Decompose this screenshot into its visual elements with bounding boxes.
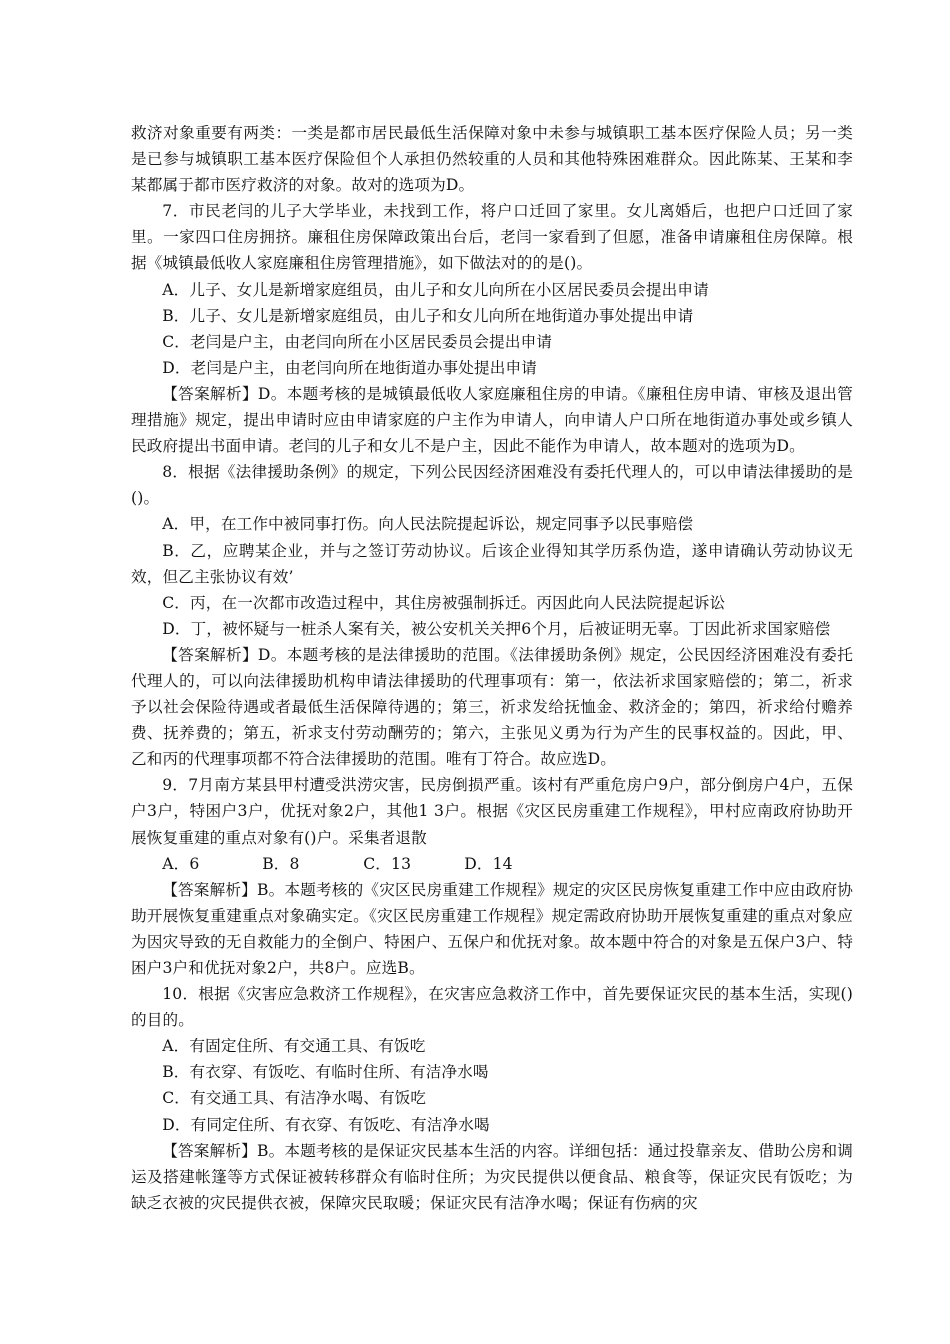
- question-9-stem: 9．7月南方某县甲村遭受洪涝灾害，民房倒损严重。该村有严重危房户9户，部分倒房户4户，五保户3户，特困户3户，优抚对象2户，其他1 3户。根据《灾区民房重建工作规程》，甲村应南政府协助开展恢复重建的重点对象有()户。采集者退散: [131, 776, 853, 847]
- question-7-stem: 7．市民老闫的儿子大学毕业，未找到工作，将户口迁回了家里。女儿离婚后，也把户口迁回了家里。一家四口住房拥挤。廉租住房保障政策出台后，老闫一家看到了但愿，准备申请廉租住房保障。根据《城镇最低收人家庭廉租住房管理措施》，如下做法对的的是()。: [131, 202, 853, 273]
- question-9: [131, 772, 853, 981]
- question-9-options: [131, 851, 853, 877]
- question-8: [131, 459, 853, 772]
- question-10-option-c: C．有交通工具、有洁净水喝、有饭吃: [162, 1089, 427, 1108]
- question-10-stem: 10．根据《灾害应急救济工作规程》，在灾害应急救济工作中，首先要保证灾民的基本生活，实现()的目的。: [131, 985, 853, 1030]
- question-10-option-b: B．有衣穿、有饭吃、有临时住所、有洁净水喝: [162, 1063, 489, 1082]
- intro-paragraph: 救济对象重要有两类：一类是都市居民最低生活保障对象中未参与城镇职工基本医疗保险人员；另一类是已参与城镇职工基本医疗保险但个人承担仍然较重的人员和其他特殊困难群众。因此陈某、王某和李某都属于都市医疗救济的对象。故对的选项为D。: [131, 124, 853, 195]
- question-9-answer: 【答案解析】B。本题考核的《灾区民房重建工作规程》规定的灾区民房恢复重建工作中应由政府协助开展恢复重建重点对象确实定。《灾区民房重建工作规程》规定需政府协助开展恢复重建的重点对象应为因灾导致的无自救能力的全倒户、特困户、五保户和优抚对象。故本题中符合的对象是五保户3户、特困户3户和优抚对象2户，共8户。应选B。: [131, 880, 853, 977]
- question-9-option-d: D．14: [464, 854, 513, 873]
- question-8-option-c: C．丙，在一次都市改造过程中，其住房被强制拆迁。丙因此向人民法院提起诉讼: [162, 593, 726, 612]
- question-7-option-d: D．老闫是户主，由老闫向所在地街道办事处提出申请: [162, 358, 537, 377]
- question-10-option-a: A．有固定住所、有交通工具、有饭吃: [162, 1037, 426, 1056]
- question-7-option-c: C．老闫是户主，由老闫向所在小区居民委员会提出申请: [162, 332, 553, 351]
- question-8-stem: 8．根据《法律援助条例》的规定，下列公民因经济困难没有委托代理人的，可以申请法律援助的是()。: [131, 463, 853, 508]
- question-10-option-d: D．有同定住所、有衣穿、有饭吃、有洁净水喝: [162, 1115, 490, 1134]
- question-9-option-b: B．8: [262, 854, 300, 873]
- question-8-option-d: D．丁，被怀疑与一桩杀人案有关，被公安机关关押6个月，后被证明无辜。丁因此祈求国家赔偿: [162, 619, 831, 638]
- question-10-answer: 【答案解析】B。本题考核的是保证灾民基本生活的内容。详细包括：通过投靠亲友、借助公房和调运及搭建帐篷等方式保证被转移群众有临时住所；为灾民提供以便食品、粮食等，保证灾民有饭吃；为缺乏衣被的灾民提供衣被，保障灾民取暖；保证灾民有洁净水喝；保证有伤病的灾: [131, 1141, 853, 1212]
- question-7-option-a: A．儿子、女儿是新增家庭组员，由儿子和女儿向所在小区居民委员会提出申请: [162, 280, 709, 299]
- question-7: [131, 198, 853, 459]
- question-7-option-b: B．儿子、女儿是新增家庭组员，由儿子和女儿向所在地街道办事处提出申请: [162, 306, 694, 325]
- question-9-option-c: C．13: [363, 854, 412, 873]
- question-7-answer: 【答案解析】D。本题考核的是城镇最低收人家庭廉租住房的申请。《廉租住房申请、审核及退出管理措施》规定，提出申请时应由申请家庭的户主作为申请人，向申请人户口所在地街道办事处或乡镇人民政府提出书面申请。老闫的儿子和女儿不是户主，因此不能作为申请人，故本题对的选项为D。: [131, 384, 853, 456]
- document-body: [131, 120, 853, 1216]
- question-8-option-a: A．甲，在工作中被同事打伤。向人民法院提起诉讼，规定同事予以民事赔偿: [162, 515, 694, 534]
- question-9-option-a: A．6: [162, 854, 200, 873]
- question-10: [131, 981, 853, 1216]
- question-8-answer: 【答案解析】D。本题考核的是法律援助的范围。《法律援助条例》规定，公民因经济困难没有委托代理人的，可以向法律援助机构申请法律援助的代理事项有：第一，依法祈求国家赔偿的；第二，祈求予以社会保险待遇或者最低生活保障待遇的；第三，祈求发给抚恤金、救济金的；第四，祈求给付赡养费、抚养费的；第五，祈求支付劳动酬劳的；第六，主张见义勇为行为产生的民事权益的。因此，甲、乙和丙的代理事项都不符合法律援助的范围。唯有丁符合。故应选D。: [131, 645, 853, 769]
- question-8-option-b: B．乙，应聘某企业，并与之签订劳动协议。后该企业得知其学历系伪造，遂申请确认劳动协议无效，但乙主张协议有效’: [131, 541, 853, 586]
